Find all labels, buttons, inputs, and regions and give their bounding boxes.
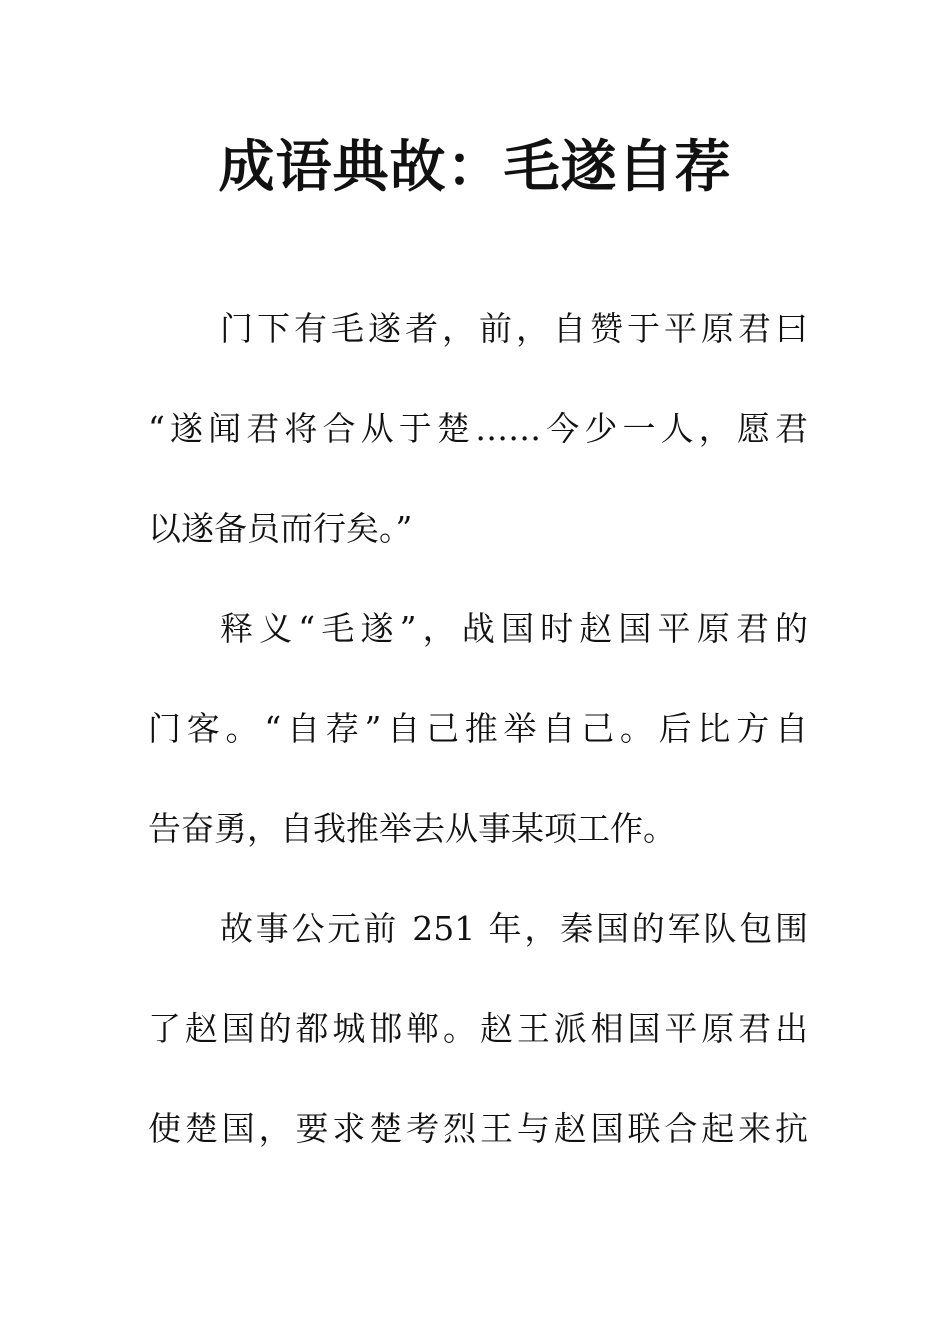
text-line: 告奋勇，自我推举去从事某项工作。 xyxy=(148,809,676,848)
text-line: 了赵国的都城邯郸。赵王派相国平原君出 xyxy=(148,1009,808,1048)
text-line: 门下有毛遂者，前，自赞于平原君曰 xyxy=(220,309,808,348)
text-line: 以遂备员而行矣。” xyxy=(148,509,413,548)
text-line: 使楚国，要求楚考烈王与赵国联合起来抗 xyxy=(148,1109,808,1148)
text-line: 门客。“自荐”自己推举自己。后比方自 xyxy=(148,709,808,748)
page-title: 成语典故：毛遂自荐 xyxy=(218,135,732,200)
text-line: 故事公元前 251 年，秦国的军队包围 xyxy=(220,909,808,948)
body-text xyxy=(148,301,808,1201)
text-line: 释义“毛遂”，战国时赵国平原君的 xyxy=(220,609,808,648)
text-line: “遂闻君将合从于楚……今少一人，愿君 xyxy=(148,409,808,448)
